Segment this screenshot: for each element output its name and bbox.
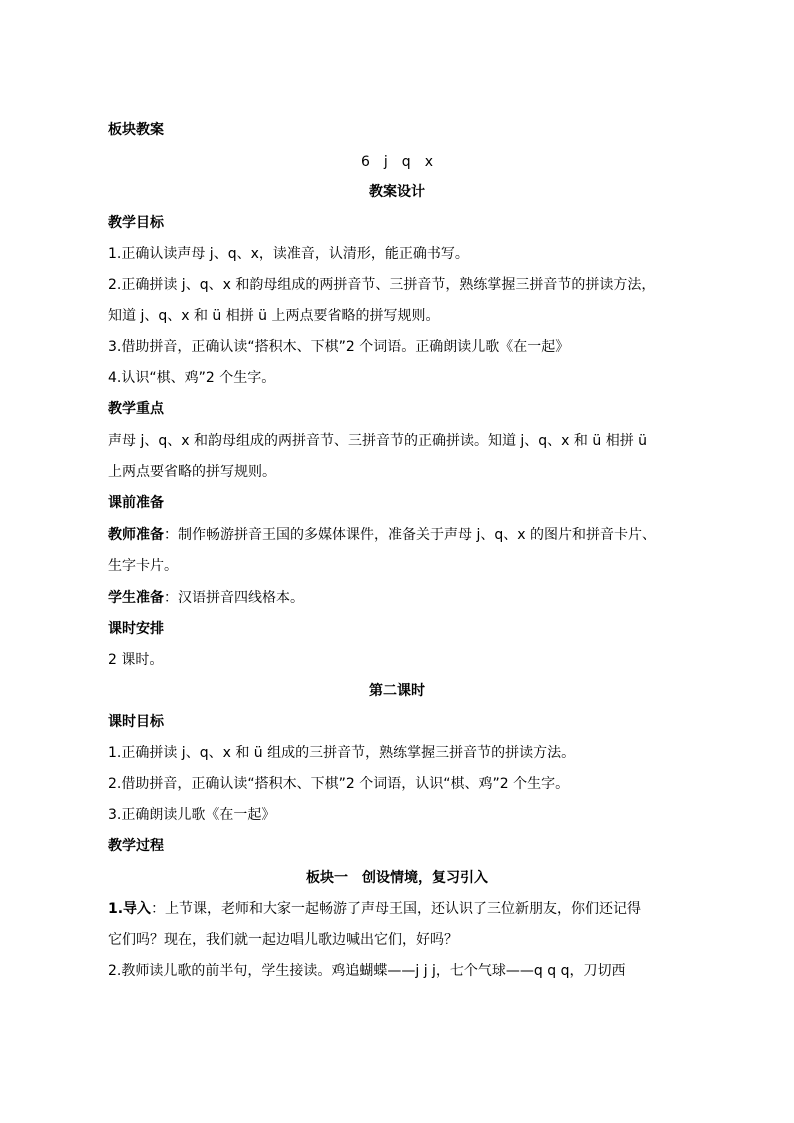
intro-paragraph <box>108 899 641 919</box>
key-heading: 教学重点 <box>108 401 164 417</box>
design-title: 教案设计 <box>369 184 425 200</box>
goal-item: 1.正确认读声母 j、q、x，读准音，认清形，能正确书写。 <box>108 246 469 262</box>
step-two-line: 2.教师读儿歌的前半句，学生接读。鸡追蝴蝶——j j j，七个气球——q q q，刀切西 <box>108 963 626 979</box>
goal-item: 3.借助拼音，正确认读“搭积木、下棋”2 个词语。正确朗读儿歌《在一起》 <box>108 339 570 355</box>
intro-continued: 它们吗？现在，我们就一起边唱儿歌边喊出它们，好吗？ <box>108 932 458 948</box>
goal-item: 4.认识“棋、鸡”2 个生字。 <box>108 370 276 386</box>
lesson-goal-item: 1.正确拼读 j、q、x 和 ü 组成的三拼音节，熟练掌握三拼音节的拼读方法。 <box>108 745 576 761</box>
header-label: 板块教案 <box>108 122 164 138</box>
intro-text: ：上节课，老师和大家一起畅游了声母王国，还认识了三位新朋友，你们还记得 <box>151 901 642 917</box>
teacher-prep-continued: 生字卡片。 <box>108 558 178 574</box>
key-line: 上两点要省略的拼写规则。 <box>108 464 276 480</box>
schedule-heading: 课时安排 <box>108 621 164 637</box>
key-line: 声母 j、q、x 和韵母组成的两拼音节、三拼音节的正确拼读。知道 j、q、x 和 ü 相拼 ü <box>108 433 648 449</box>
process-heading: 教学过程 <box>108 838 164 854</box>
goals-heading: 教学目标 <box>108 215 164 231</box>
schedule-text: 2 课时。 <box>108 652 164 668</box>
student-prep <box>108 588 304 608</box>
lesson-goal-item: 2.借助拼音，正确认读“搭积木、下棋”2 个词语，认识“棋、鸡”2 个生字。 <box>108 776 570 792</box>
prep-heading: 课前准备 <box>108 495 164 511</box>
student-prep-text: ：汉语拼音四线格本。 <box>164 590 304 606</box>
teacher-prep-text: ：制作畅游拼音王国的多媒体课件，准备关于声母 j、q、x 的图片和拼音卡片、 <box>164 527 656 543</box>
lesson-goal-item: 3.正确朗读儿歌《在一起》 <box>108 807 276 823</box>
teacher-prep <box>108 525 656 545</box>
lesson-title: 6 j q x <box>361 154 433 170</box>
second-lesson-title: 第二课时 <box>369 683 425 699</box>
block-one-title: 板块一 创设情境，复习引入 <box>306 870 488 886</box>
goal-item: 2.正确拼读 j、q、x 和韵母组成的两拼音节、三拼音节，熟练掌握三拼音节的拼读方法， <box>108 277 656 293</box>
lesson-goals-heading: 课时目标 <box>108 714 164 730</box>
goal-item-continued: 知道 j、q、x 和 ü 相拼 ü 上两点要省略的拼写规则。 <box>108 308 440 324</box>
teacher-prep-label: 教师准备 <box>108 527 164 543</box>
student-prep-label: 学生准备 <box>108 590 164 606</box>
intro-label: 1.导入 <box>108 901 152 917</box>
